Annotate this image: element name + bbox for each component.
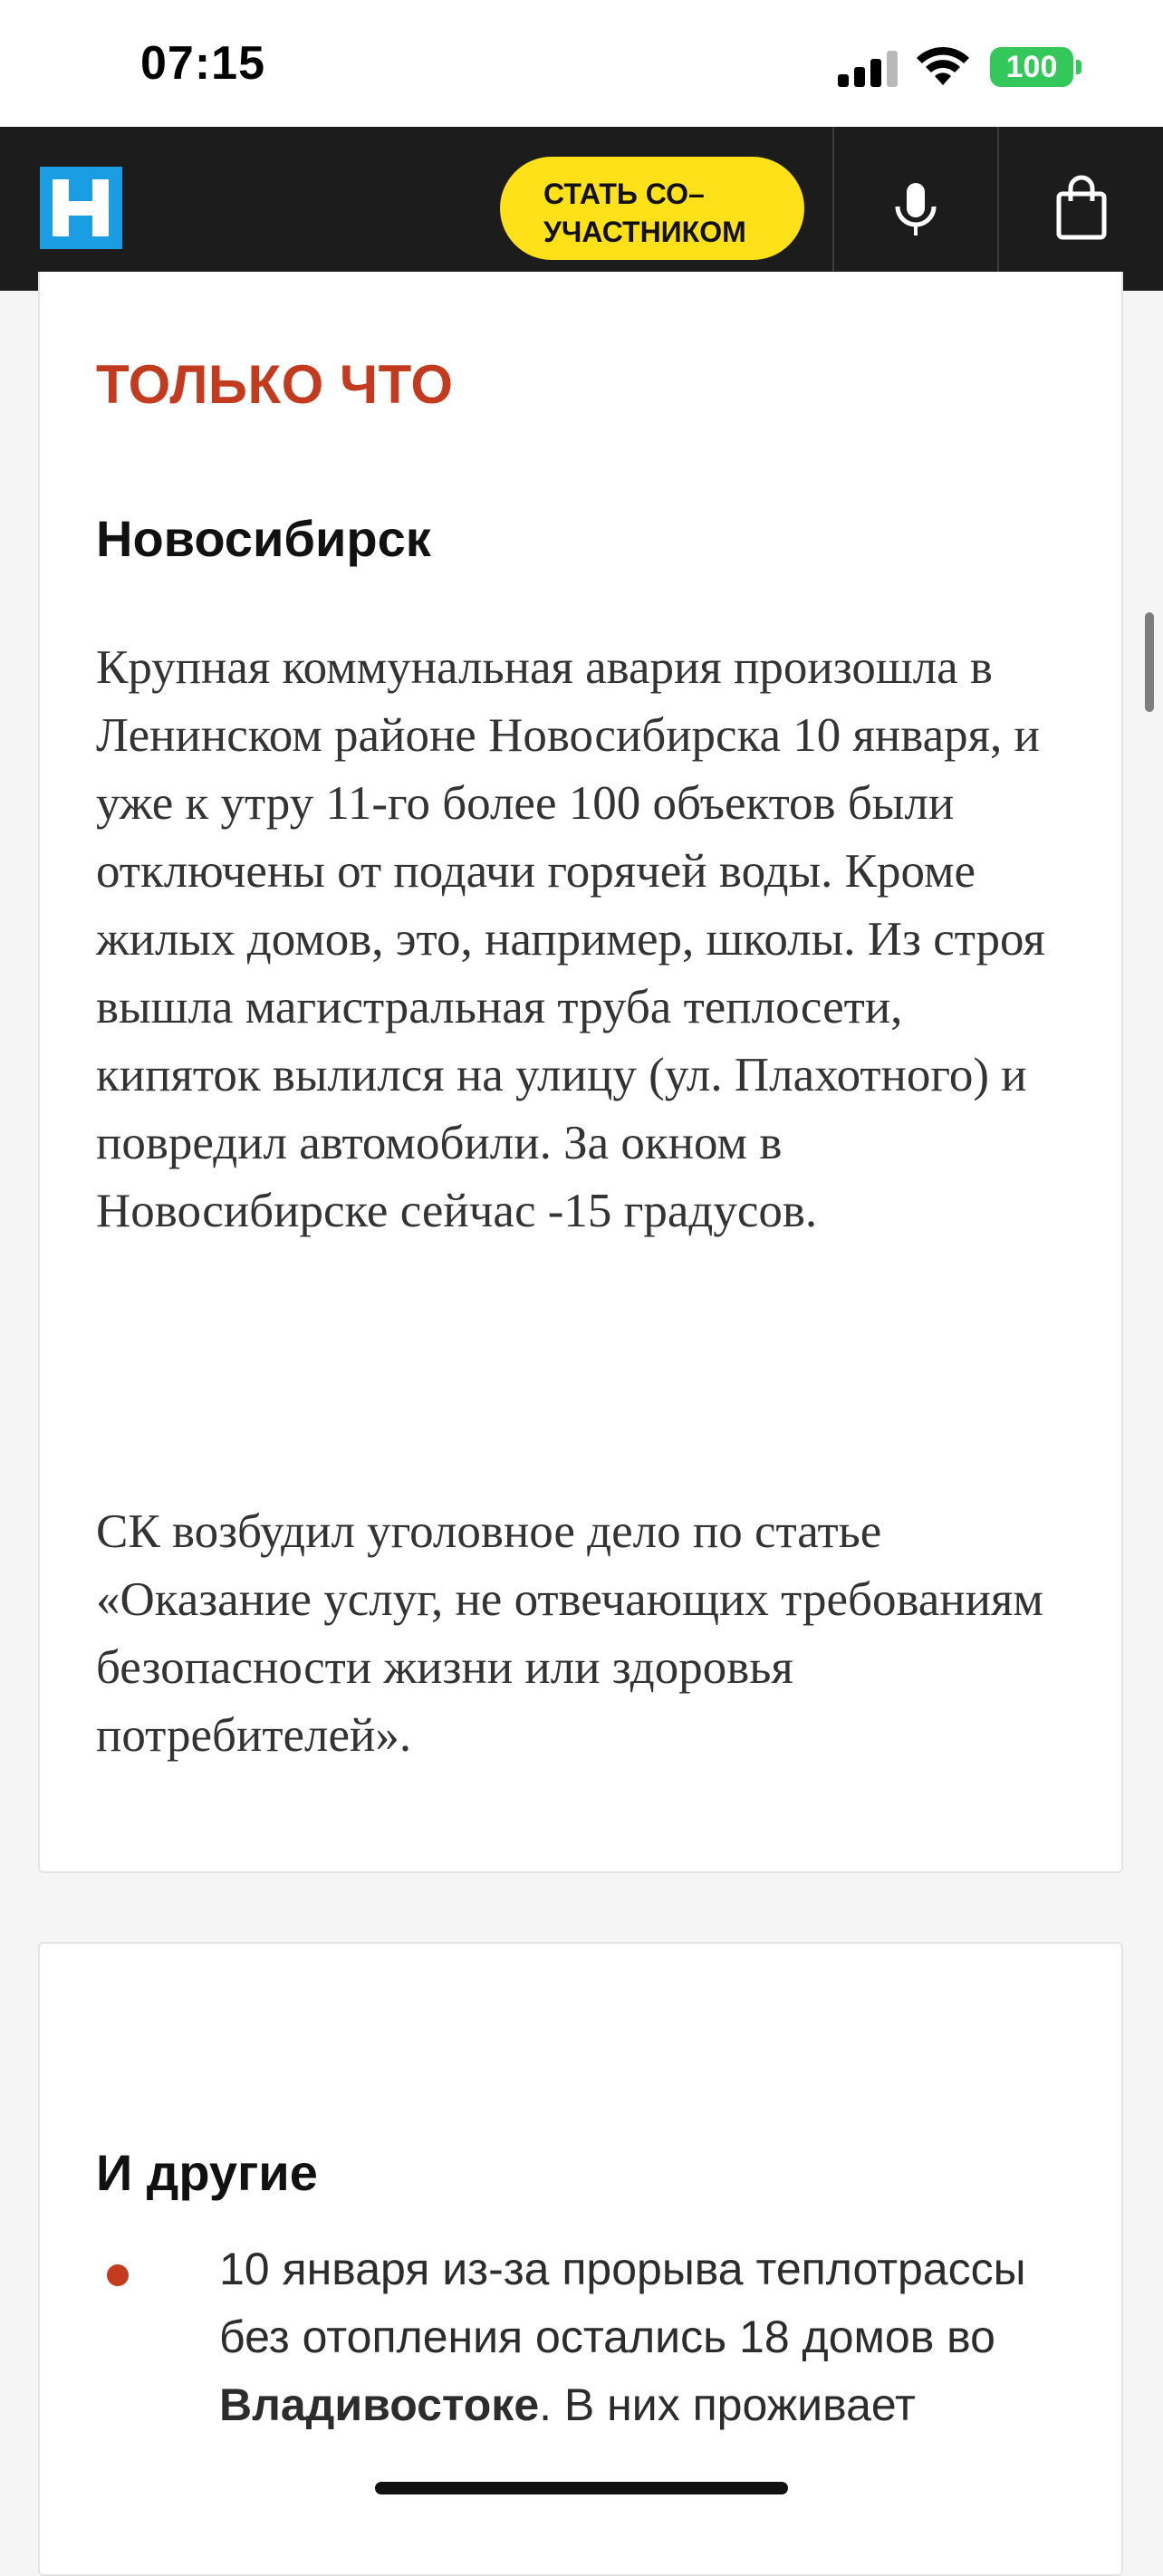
status-bar [0, 0, 1163, 127]
become-member-label [543, 175, 746, 251]
voice-button[interactable] [834, 127, 997, 291]
app-header [0, 127, 1163, 291]
novaya-gazeta-logo-icon[interactable] [40, 167, 122, 249]
section-title: И другие [96, 2144, 318, 2201]
status-time: 07:15 [140, 37, 265, 90]
scrollbar[interactable] [1145, 612, 1154, 712]
battery-icon [990, 47, 1073, 87]
list-item [219, 2235, 1089, 2439]
microphone-icon [834, 127, 997, 291]
shopping-bag-icon [999, 127, 1163, 291]
battery-level: 100 [1005, 50, 1058, 84]
home-indicator[interactable] [375, 2482, 788, 2494]
cta-label-line: УЧАСТНИКОМ [543, 216, 746, 248]
become-member-button[interactable] [500, 157, 804, 260]
article-headline: Новосибирск [96, 510, 431, 567]
bullet-icon [107, 2264, 129, 2286]
battery-cap [1076, 60, 1081, 74]
breaking-kicker: ТОЛЬКО ЧТО [96, 354, 454, 415]
others-card [38, 1942, 1123, 2576]
list-item-text: . В них проживает [539, 2379, 916, 2430]
list-item-text: 10 января из-за прорыва теплотрассы без отопления остались 18 домов во [219, 2244, 1026, 2362]
article-paragraph: СК возбудил уголовное дело по статье «Оказание услуг, не отвечающих требованиям безопасности жизни или здоровья потребителей». [96, 1505, 1043, 1762]
cellular-signal-icon [838, 49, 899, 87]
news-card [38, 272, 1123, 1873]
article-paragraph: Крупная коммунальная авария произошла в Ленинском районе Новосибирска 10 января, и уже к утру 11-го более 100 объектов были отключены от подачи горячей воды. Кроме жилых домов, это, например, школы. Из строя вышла магистральная труба теплосети, кипяток вылился на улицу (ул. Плахотного) и повредил автомобили. За окном в Новосибирске сейчас -15 градусов. [96, 641, 1045, 1237]
wifi-icon [915, 42, 971, 87]
city-link[interactable]: Владивостоке [219, 2379, 540, 2430]
shop-button[interactable] [999, 127, 1163, 291]
cta-label-line: СТАТЬ СО– [543, 178, 705, 210]
